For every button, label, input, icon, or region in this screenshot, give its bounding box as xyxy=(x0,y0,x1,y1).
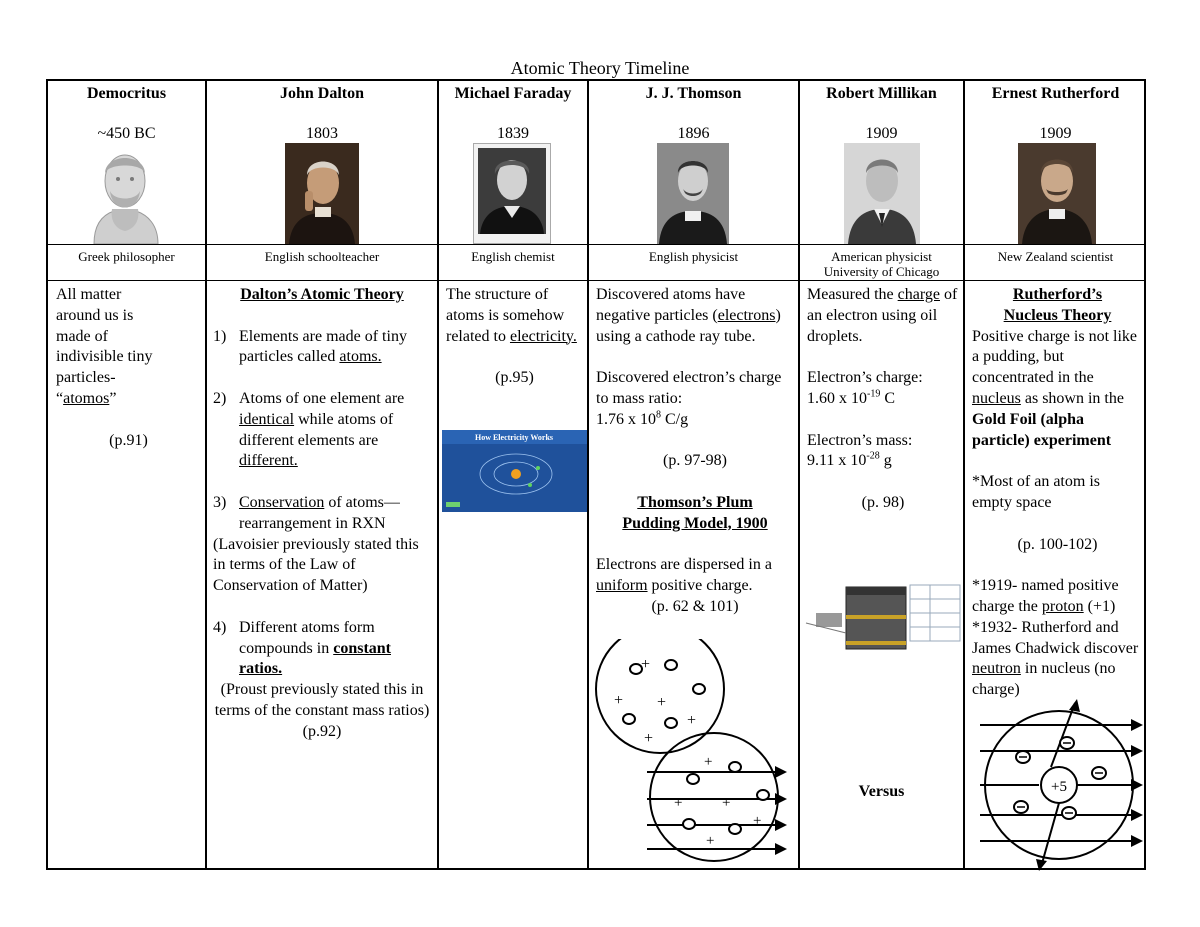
page-reference: (p. 98) xyxy=(861,493,905,511)
theory-item: 4) Different atoms form compounds in constant ratios. xyxy=(213,618,391,678)
theory-item: 2) Atoms of one element are identical while atoms of different elements are different. xyxy=(213,389,405,470)
scientist-role: English physicist xyxy=(648,249,739,264)
scientist-year: 1909 xyxy=(1039,125,1072,142)
plum-pudding-diagram xyxy=(589,639,798,869)
timeline-table xyxy=(46,79,1146,870)
theory-heading: Dalton’s Atomic Theory xyxy=(240,286,404,303)
page-reference: (p. 97-98) xyxy=(663,452,727,470)
democritus-description: All matter around us is made of indivisible tiny particles- “atomos” (p.91) xyxy=(56,285,201,451)
svg-text:+: + xyxy=(614,692,624,709)
scientist-year: 1803 xyxy=(306,125,338,142)
thomson-portrait-image xyxy=(657,143,729,244)
page-reference: (p.95) xyxy=(495,369,534,387)
column-dalton xyxy=(207,81,437,868)
scientist-name: Ernest Rutherford xyxy=(991,85,1120,102)
scientist-role-line2: University of Chicago xyxy=(823,264,940,279)
oil-drop-apparatus-image xyxy=(802,573,962,663)
svg-text:+: + xyxy=(641,656,651,673)
scientist-role: Greek philosopher xyxy=(78,249,175,264)
svg-text:+: + xyxy=(644,730,654,747)
scientist-name: John Dalton xyxy=(279,85,365,102)
theory-note: (Lavoisier previously stated this in terms of the Law of Conservation of Matter) xyxy=(213,535,419,595)
page-reference: (p. 100-102) xyxy=(1017,535,1098,553)
column-millikan xyxy=(800,81,963,868)
electricity-diagram-image xyxy=(442,430,587,512)
column-faraday xyxy=(439,81,587,868)
svg-text:+: + xyxy=(706,833,715,849)
scientist-name: Robert Millikan xyxy=(826,85,937,102)
scientist-role-line1: American physicist xyxy=(831,249,932,264)
scientist-name: Michael Faraday xyxy=(454,85,572,102)
scientist-name: J. J. Thomson xyxy=(645,85,742,102)
versus-label: Versus xyxy=(858,783,905,800)
scientist-year: 1896 xyxy=(677,125,710,142)
svg-text:+: + xyxy=(753,813,762,829)
dalton-portrait-image xyxy=(285,143,359,244)
thomson-description: Discovered atoms have negative particles (electrons) using a cathode ray tube. Discovered electron’s charge to mass ratio: 1.76 x $10^8$ C/g (p. 97-98) Thomson’s Plum Pudding Model, 1900 Electrons are dispersed in a uniform positive charge. (p. 62 & 101) xyxy=(596,285,794,618)
diagram-title: How Electricity Works xyxy=(474,433,554,442)
svg-text:+: + xyxy=(657,694,667,711)
millikan-portrait-image xyxy=(844,143,920,244)
model-heading: Thomson’s Plum xyxy=(637,493,753,511)
model-heading: Pudding Model, 1900 xyxy=(622,514,768,532)
theory-item: 3) Conservation of atoms—rearrangement in RXN xyxy=(213,493,400,532)
column-rutherford xyxy=(965,81,1146,868)
faraday-portrait-image xyxy=(473,143,551,244)
svg-text:+: + xyxy=(704,754,713,770)
rutherford-portrait-image xyxy=(1018,143,1096,244)
millikan-description: Measured the charge of an electron using oil droplets. Electron’s charge: 1.60 x $10^{-19}$ C Electron’s mass: 9.11 x $10^{-28}$ g (p. 98) xyxy=(807,285,959,514)
rutherford-description: Rutherford’s Nucleus Theory Positive charge is not like a pudding, but concentrated in the nucleus as shown in the Gold Foil (alpha particle) experiment *Most of an atom is empty space (p. 100-102) *1919- named positive charge the proton (+1) *1932- Rutherford and James Chadwick discover neutron in nucleus (no charge) xyxy=(972,285,1143,701)
scientist-role: New Zealand scientist xyxy=(997,249,1114,264)
column-democritus xyxy=(48,81,205,868)
page-title: Atomic Theory Timeline xyxy=(510,58,690,78)
faraday-description: The structure of atoms is somehow related to electricity. (p.95) xyxy=(446,285,583,389)
scientist-year: 1839 xyxy=(497,125,529,142)
scientist-role: English chemist xyxy=(471,249,555,264)
page-reference: (p. 62 & 101) xyxy=(651,597,739,615)
theory-item: 1) Elements are made of tiny particles called atoms. xyxy=(213,327,407,366)
scientist-year: 1909 xyxy=(865,125,898,142)
theory-heading: Nucleus Theory xyxy=(1003,306,1112,324)
theory-note: (Proust previously stated this in terms of the constant mass ratios) (p.92) xyxy=(214,681,430,740)
theory-heading: Rutherford’s xyxy=(1012,286,1103,303)
scientist-role: English schoolteacher xyxy=(264,249,380,264)
scientist-year: ~450 BC xyxy=(97,125,156,142)
svg-text:+: + xyxy=(674,795,683,811)
svg-text:+: + xyxy=(687,712,697,729)
gold-foil-diagram xyxy=(965,699,1146,871)
svg-text:+: + xyxy=(722,795,731,811)
column-thomson xyxy=(589,81,798,868)
democritus-bust-image xyxy=(86,143,164,244)
dalton-theory xyxy=(213,285,431,743)
nucleus-label: +5 xyxy=(1051,779,1067,795)
page-reference: (p.91) xyxy=(109,431,148,449)
scientist-name: Democritus xyxy=(86,85,167,102)
